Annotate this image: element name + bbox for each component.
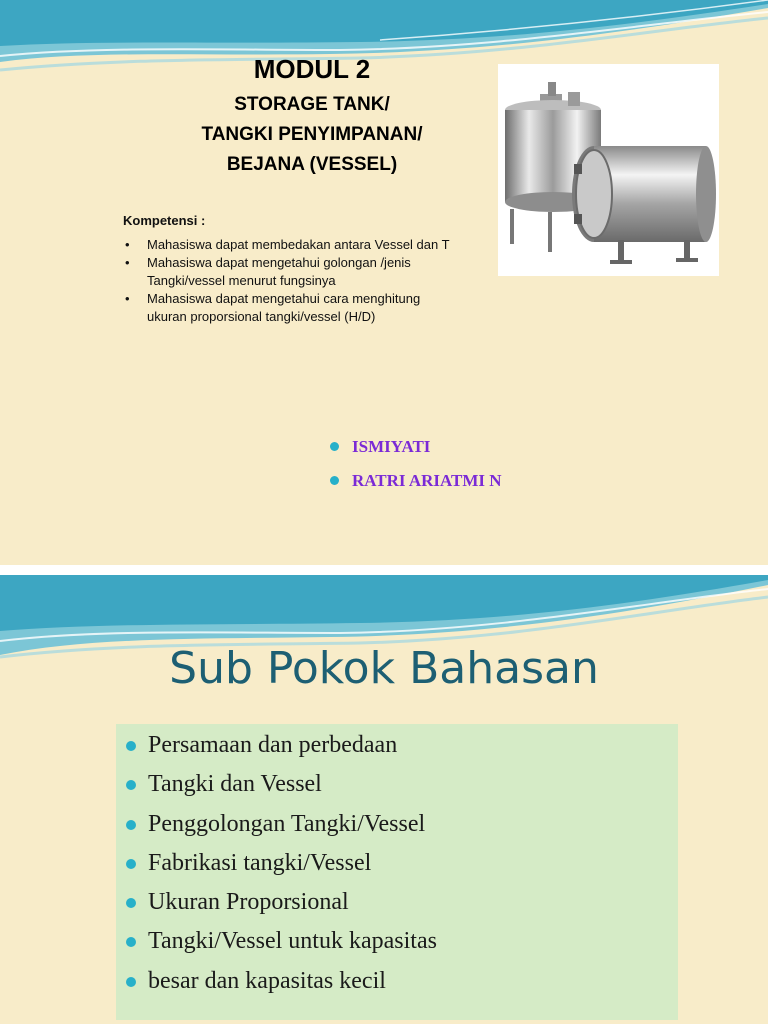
topic-item: Persamaan dan perbedaan: [126, 726, 437, 765]
topic-item: Penggolongan Tangki/Vessel: [126, 805, 437, 844]
kompetensi-list: [123, 236, 503, 326]
kompetensi-item: [123, 290, 503, 326]
kompetensi-item-text-cont: ukuran proporsional tangki/vessel (H/D): [147, 309, 376, 324]
slide-separator: [0, 565, 768, 575]
kompetensi-item-text-cont: Tangki/vessel menurut fungsinya: [147, 273, 336, 288]
slide-title: Sub Pokok Bahasan: [169, 643, 599, 694]
content-box: [116, 724, 678, 1020]
topic-item: besar dan kapasitas kecil: [126, 962, 437, 1001]
slide-2: [0, 575, 768, 1024]
author-list: [330, 432, 502, 500]
kompetensi-item-text: Mahasiswa dapat mengetahui cara menghitung: [147, 291, 421, 306]
kompetensi-item-text: Mahasiswa dapat membedakan antara Vessel dan T: [147, 237, 450, 252]
bullet-icon: •: [125, 291, 130, 306]
kompetensi-item: [123, 254, 503, 290]
bullet-icon: •: [125, 255, 130, 270]
topic-item: Tangki/Vessel untuk kapasitas: [126, 922, 437, 961]
kompetensi-heading: Kompetensi :: [123, 213, 206, 228]
subtitle-line-2: TANGKI PENYIMPANAN/: [201, 124, 423, 145]
kompetensi-item-text: Mahasiswa dapat mengetahui golongan /jenis: [147, 255, 411, 270]
author-item: RATRI ARIATMI N: [330, 466, 502, 500]
topic-item: Tangki dan Vessel: [126, 765, 437, 804]
topic-item: Fabrikasi tangki/Vessel: [126, 844, 437, 883]
kompetensi-item: [123, 236, 503, 254]
subtitle-line-1: STORAGE TANK/: [234, 94, 390, 115]
storage-tank-photo: [498, 64, 719, 276]
tank-illustration: [498, 64, 719, 276]
author-item: ISMIYATI: [330, 432, 502, 466]
slide-title: MODUL 2: [253, 54, 371, 84]
bullet-icon: •: [125, 237, 130, 252]
topic-item: Ukuran Proporsional: [126, 883, 437, 922]
subtitle-line-3: BEJANA (VESSEL): [226, 154, 398, 175]
topic-list: [126, 726, 437, 1001]
